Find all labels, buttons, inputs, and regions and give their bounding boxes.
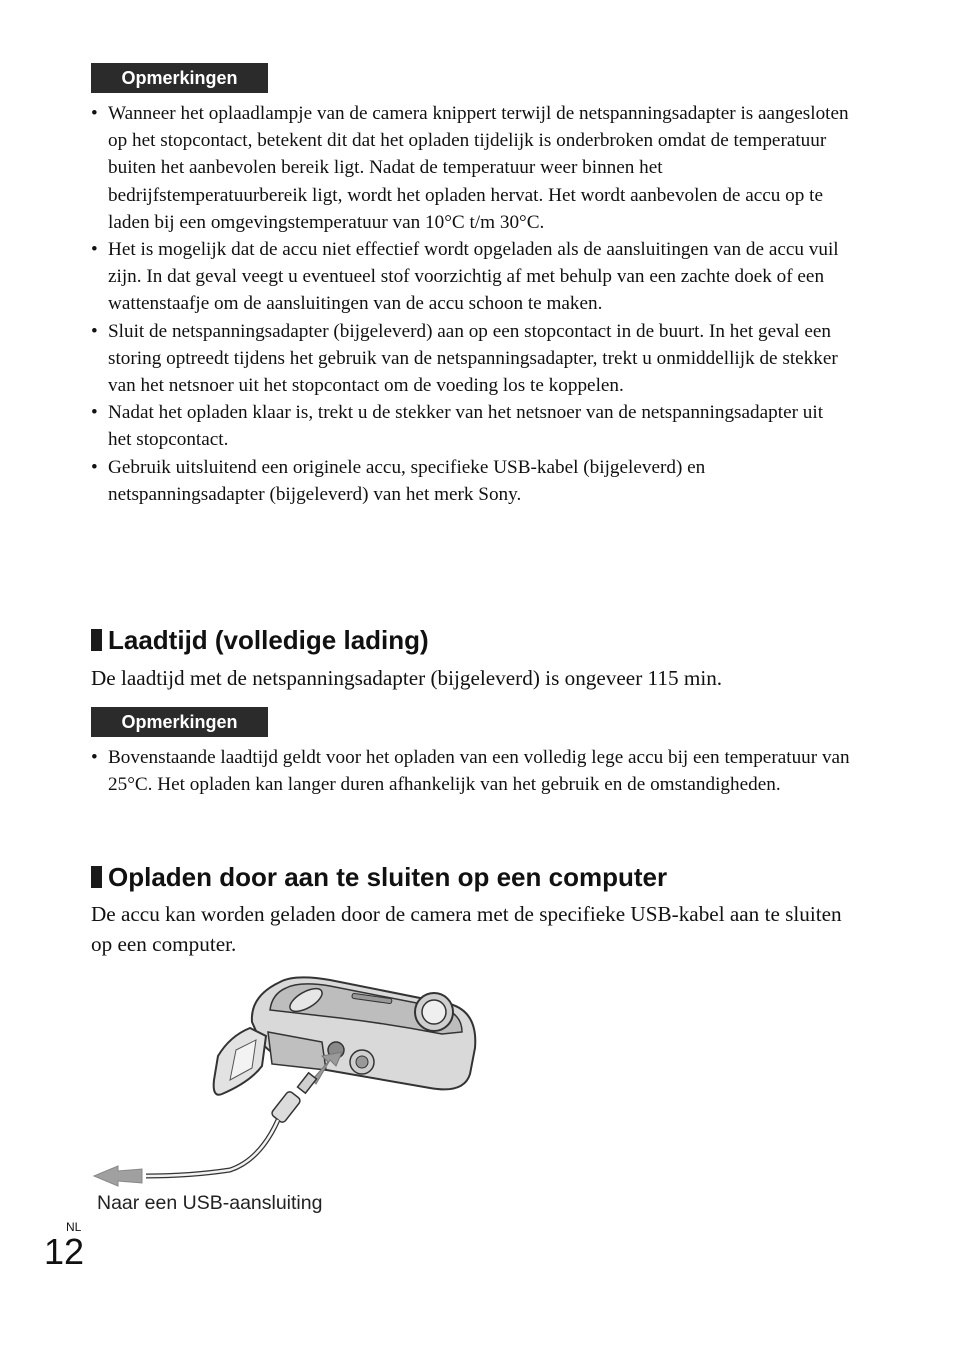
charging-time-text: De laadtijd met de netspanningsadapter (bijgeleverd) is ongeveer 115 min. [91, 666, 723, 690]
notes-label: Opmerkingen [91, 63, 268, 93]
note-item: • Bovenstaande laadtijd geldt voor het opladen van een volledig lege accu bij een temperatuur van 25°C. Het opladen kan langer duren afhankelijk van het gebruik en de omstandigheden. [91, 744, 851, 798]
usb-caption: Naar een USB-aansluiting [97, 1192, 323, 1214]
charging-time-heading [91, 624, 429, 656]
computer-charging-text: De accu kan worden geladen door de camera met de specifieke USB-kabel aan te sluiten op een computer. [91, 902, 842, 956]
computer-charging-heading [91, 861, 667, 893]
heading-text: Opladen door aan te sluiten op een computer [108, 862, 668, 892]
note-item: • Sluit de netspanningsadapter (bijgeleverd) aan op een stopcontact in de buurt. In het geval een storing optreedt tijdens het gebruik van de netspanningsadapter, trekt u onmiddellijk de stekker van het netsnoer uit het stopcontact om de voeding los te koppelen. [91, 318, 851, 400]
notes-label: Opmerkingen [91, 707, 268, 737]
page-number: 12 [44, 1231, 85, 1272]
note-item: • Het is mogelijk dat de accu niet effectief wordt opgeladen als de aansluitingen van de accu vuil zijn. In dat geval veegt u eventueel stof voorzichtig af met behulp van een zachte doek of een wattenstaafje om de aansluitingen van de accu schoon te maken. [91, 236, 851, 318]
note-item: • Nadat het opladen klaar is, trekt u de stekker van het netsnoer van de netspanningsadapter uit het stopcontact. [91, 399, 851, 453]
heading-text: Laadtijd (volledige lading) [108, 625, 429, 655]
heading-marker [91, 866, 102, 888]
notes-list [91, 100, 851, 508]
camera-usb-illustration [90, 970, 490, 1190]
note-item: • Gebruik uitsluitend een originele accu, specifieke USB-kabel (bijgeleverd) en netspanningsadapter (bijgeleverd) van het merk Sony. [91, 454, 851, 508]
language-code: NL [66, 1220, 82, 1234]
notes-list [91, 744, 851, 798]
note-item: • Wanneer het oplaadlampje van de camera knippert terwijl de netspanningsadapter is aangesloten op het stopcontact, betekent dit dat het opladen tijdelijk is onderbroken omdat de temperatuur buiten het aanbevolen bereik ligt. Nadat de temperatuur weer binnen het bedrijfstemperatuurbereik ligt, wordt het opladen hervat. Het wordt aanbevolen de accu op te laden bij een omgevingstemperatuur van 10°C t/m 30°C. [91, 100, 851, 236]
heading-marker [91, 629, 102, 651]
